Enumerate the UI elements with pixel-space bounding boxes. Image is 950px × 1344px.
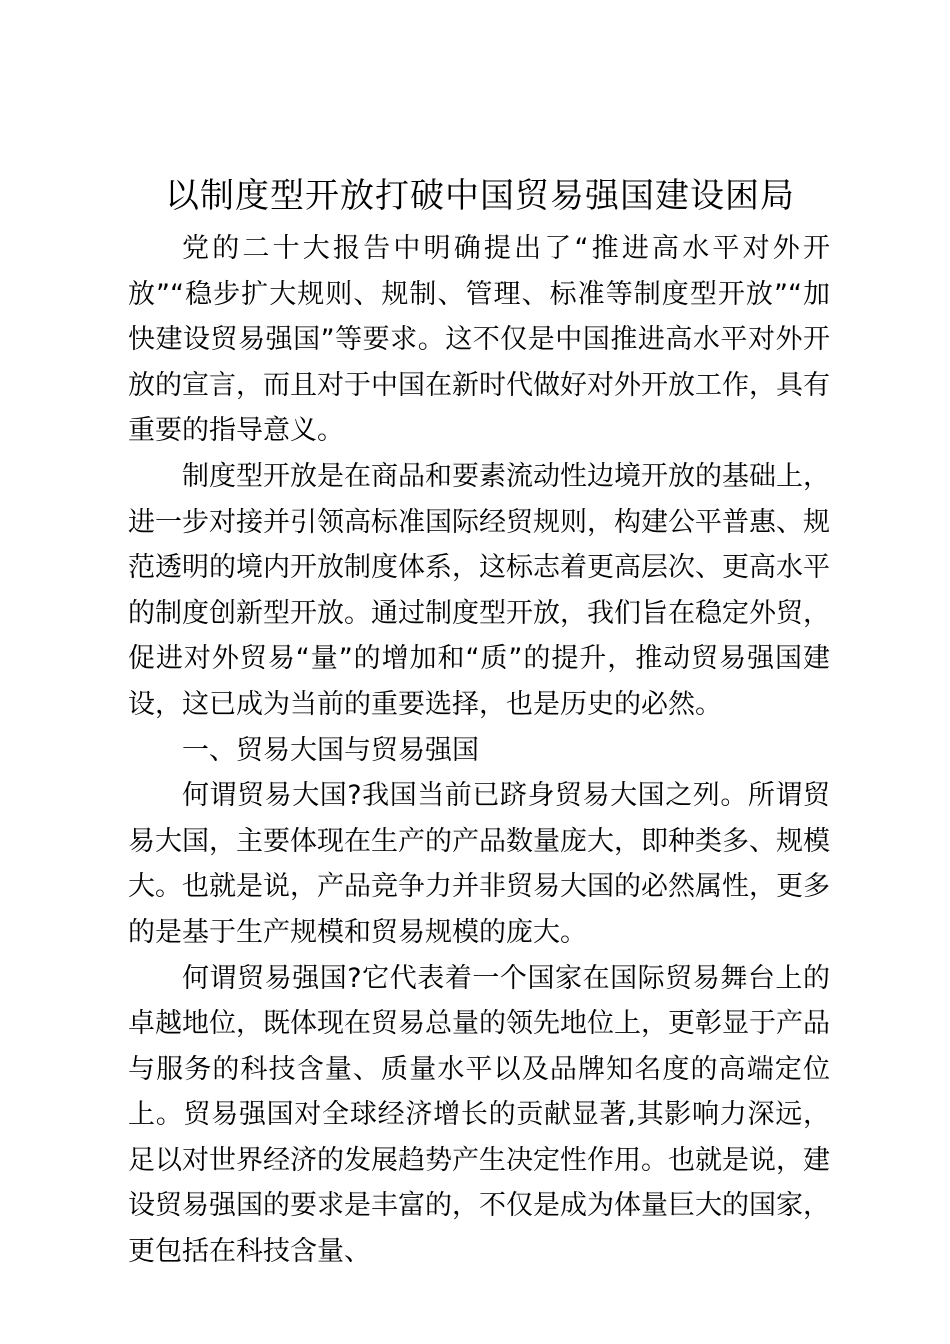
- paragraph-3: 何谓贸易大国?我国当前已跻身贸易大国之列。所谓贸易大国，主要体现在生产的产品数量庞大，即种类多、规模大。也就是说，产品竞争力并非贸易大国的必然属性，更多的是基于生产规模和贸易规模的庞大。: [128, 780, 830, 948]
- section-heading-1: 一、贸易大国与贸易强国: [182, 734, 479, 766]
- document-body: [128, 226, 830, 1275]
- document-title: 以制度型开放打破中国贸易强国建设困局: [165, 176, 795, 216]
- paragraph-4: 何谓贸易强国?它代表着一个国家在国际贸易舞台上的卓越地位，既体现在贸易总量的领先地位上，更彰显于产品与服务的科技含量、质量水平以及品牌知名度的高端定位上。贸易强国对全球经济增长的贡献显著,其影响力深远，足以对世界经济的发展趋势产生决定性作用。也就是说，建设贸易强国的要求是丰富的，不仅是成为体量巨大的国家，更包括在科技含量、: [128, 962, 830, 1268]
- paragraph-2: 制度型开放是在商品和要素流动性边境开放的基础上，进一步对接并引领高标准国际经贸规则，构建公平普惠、规范透明的境内开放制度体系，这标志着更高层次、更高水平的制度创新型开放。通过制度型开放，我们旨在稳定外贸，促进对外贸易“量”的增加和“质”的提升，推动贸易强国建设，这已成为当前的重要选择，也是历史的必然。: [128, 460, 830, 720]
- paragraph-1: 党的二十大报告中明确提出了“推进高水平对外开放”“稳步扩大规则、规制、管理、标准等制度型开放”“加快建设贸易强国”等要求。这不仅是中国推进高水平对外开放的宣言，而且对于中国在新时代做好对外开放工作，具有重要的指导意义。: [128, 233, 830, 447]
